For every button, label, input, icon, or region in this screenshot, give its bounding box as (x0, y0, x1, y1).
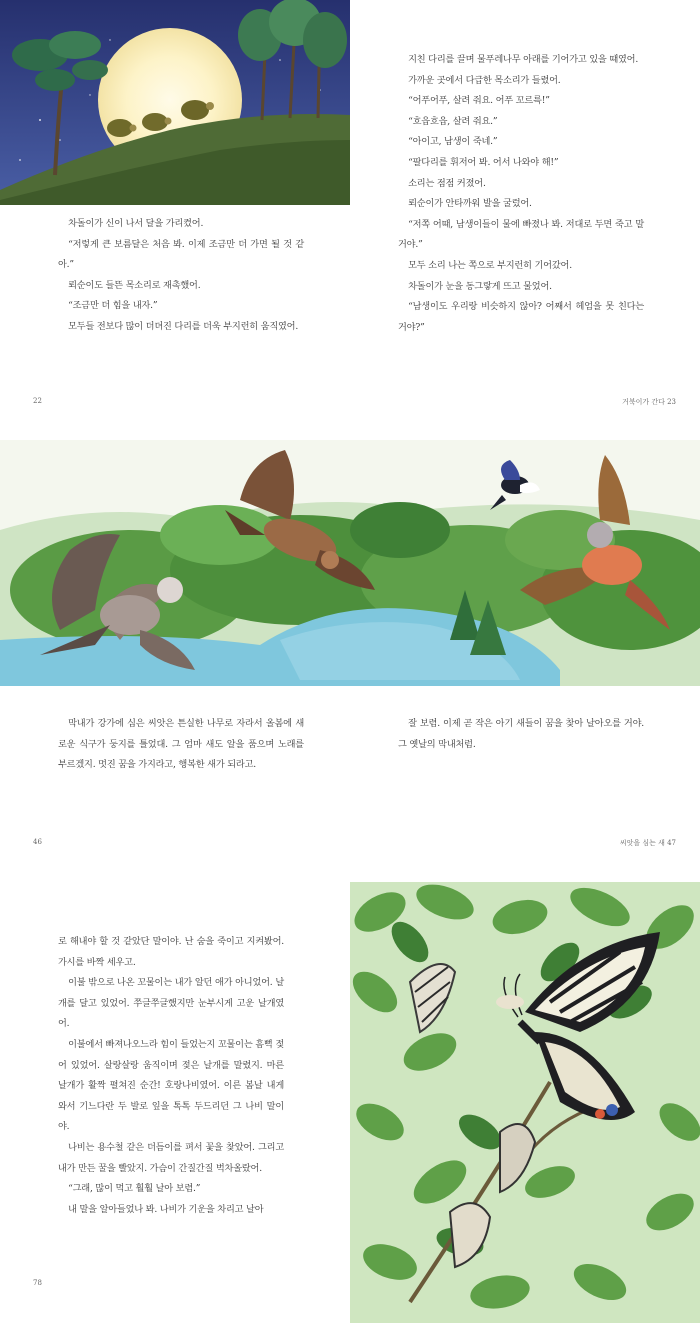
right-page-text (398, 50, 644, 338)
paragraph: “남생이도 우리랑 비슷하지 않아? 어째서 헤엄을 못 친다는 거야?” (398, 301, 644, 333)
paragraph: “팔다리를 휘저어 봐. 어서 나와야 해!” (408, 156, 559, 168)
paragraph: “저렇게 큰 보름달은 처음 봐. 이제 조금만 더 가면 될 것 같아.” (58, 238, 304, 271)
paragraph: 모두들 전보다 많이 더뎌진 다리를 더욱 부지런히 움직였어. (68, 320, 299, 332)
paragraph: “조금만 더 힘을 내자.” (68, 300, 158, 312)
page-number-left: 78 (33, 1279, 42, 1287)
paragraph: “그래, 많이 먹고 훨훨 날아 보렴.” (68, 1183, 201, 1195)
page-spread-birds (0, 438, 700, 883)
paragraph: “저쪽 어때, 남생이들이 물에 빠졌나 봐. 저대로 두면 죽고 말 거야.” (398, 218, 644, 251)
page-spread-butterfly (0, 882, 700, 1323)
paragraph: 이불 밖으로 나온 꼬물이는 내가 알던 애가 아니었어. 날개를 달고 있었어. 쭈글쭈글했지만 눈부시게 고운 날개였어. (58, 977, 284, 1030)
paragraph: “어푸어푸, 살려 줘요. 어푸 꼬르륵!” (408, 95, 550, 107)
paragraph: 로 해내야 할 것 같았단 말이야. 난 숨을 죽이고 지켜봤어. 가시를 바짝 세우고. (58, 936, 284, 968)
paragraph: 지친 다리를 끌며 물푸레나무 아래를 기어가고 있을 때였어. (408, 54, 639, 65)
page-number-left: 22 (33, 397, 42, 405)
paragraph: “아이고, 남생이 죽네.” (408, 136, 498, 148)
right-page-text (398, 714, 644, 755)
birds-river-illustration (0, 440, 700, 686)
paragraph: 모두 소리 나는 쪽으로 부지런히 기어갔어. (408, 259, 572, 271)
page-number-left: 46 (33, 838, 42, 846)
running-footer-right: 거북이가 간다 23 (622, 398, 676, 406)
paragraph: 나비는 용수철 같은 더듬이를 펴서 꽃을 찾았어. 그리고 내가 만든 꿀을 빨았지. 가슴이 간질간질 벅차올랐어. (58, 1141, 284, 1174)
paragraph: 소리는 점점 커졌어. (408, 177, 486, 189)
paragraph: 이불에서 빠져나오느라 힘이 들었는지 꼬물이는 흠뻑 젖어 있었어. 살랑살랑 움직이며 젖은 날개를 말렸지. 마른 날개가 활짝 펼쳐진 순간! 호랑나비였어. 이른 봄날 내게 와서 기느다란 두 발로 잎을 톡톡 두드리던 그 나비 말이야. (58, 1038, 284, 1133)
paragraph: 막내가 강가에 심은 씨앗은 튼실한 나무로 자라서 올봄에 새로운 식구가 둥지를 틀었대. 그 엄마 새도 알을 품으며 노래를 부르겠지. 멋진 꿈을 가지라고, 행복한 새가 되라고. (58, 718, 304, 771)
paragraph: 잘 보렴. 이제 곧 작은 아기 새들이 꿈을 찾아 날아오를 거야. 그 옛날의 막내처럼. (398, 718, 644, 750)
paragraph: 뢰순이가 안타까워 발을 굴렀어. (408, 198, 532, 210)
paragraph: “흐읍흐읍, 살려 줘요.” (408, 115, 498, 127)
left-page-text (58, 214, 304, 338)
page-spread-turtles (0, 0, 700, 439)
left-page-text (58, 932, 284, 1220)
paragraph: 뢰순이도 들뜬 목소리로 재촉했어. (68, 279, 201, 291)
paragraph: 내 말을 알아들었나 봐. 나비가 기운을 차리고 날아 (68, 1203, 264, 1215)
paragraph: 차돌이가 신이 나서 달을 가리켰어. (68, 218, 204, 229)
paragraph: 차돌이가 눈을 동그랗게 뜨고 물었어. (408, 280, 552, 292)
paragraph: 가까운 곳에서 다급한 목소리가 들렸어. (408, 74, 561, 86)
left-page-text (58, 714, 304, 776)
swallowtail-illustration (350, 882, 700, 1323)
moon-night-illustration (0, 0, 350, 205)
running-footer-right: 씨앗을 심는 새 47 (619, 839, 676, 847)
